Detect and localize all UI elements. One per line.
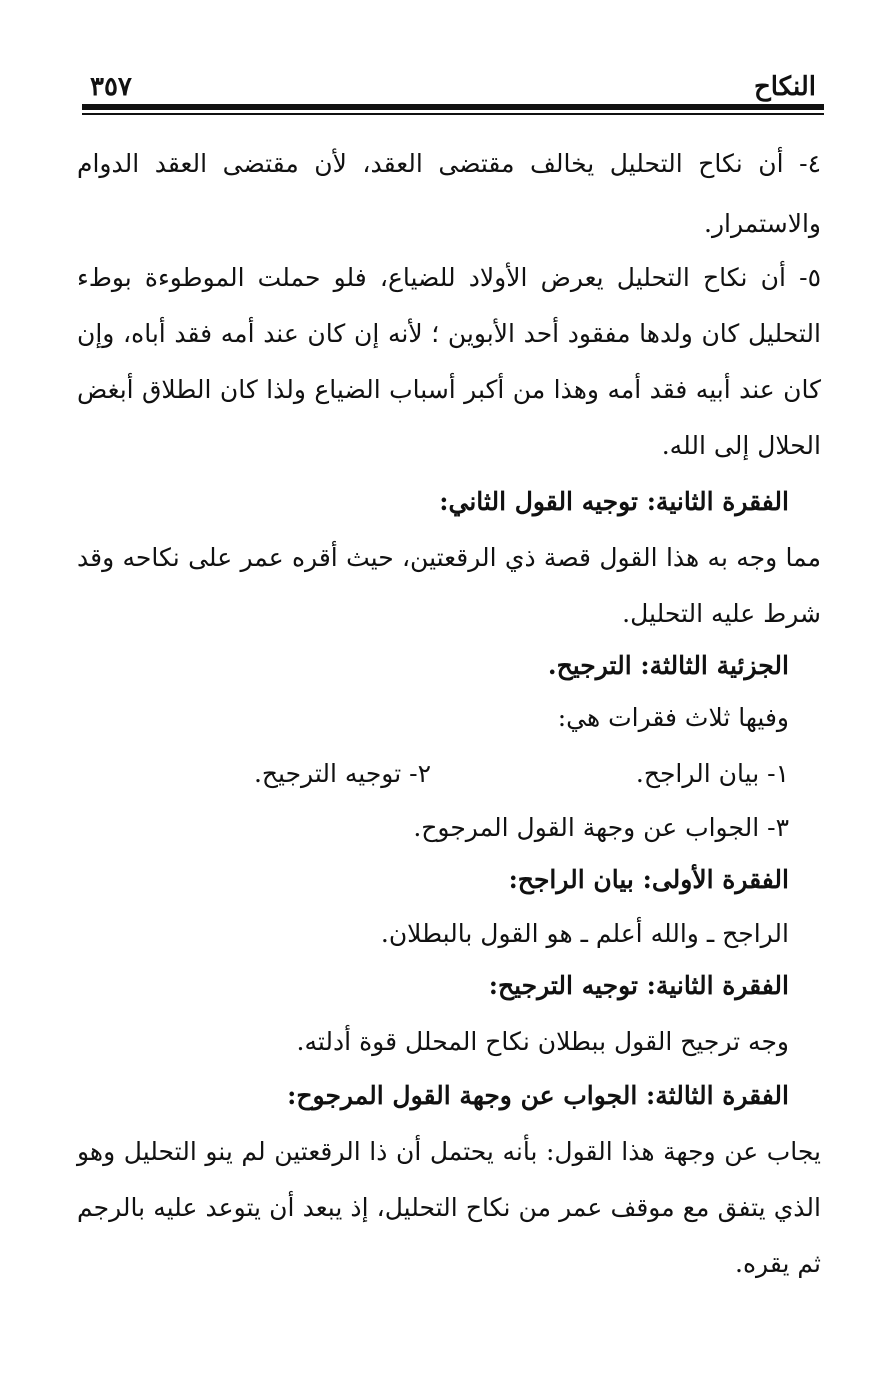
text-line: وجه ترجيح القول ببطلان نكاح المحلل قوة أدلته. <box>296 1027 789 1056</box>
list-item: ٣- الجواب عن وجهة القول المرجوح. <box>413 813 789 842</box>
section-heading: الجزئية الثالثة: الترجيح. <box>547 651 789 680</box>
text-line: شرط عليه التحليل. <box>622 599 821 628</box>
text-line: الراجح ـ والله أعلم ـ هو القول بالبطلان. <box>380 919 789 948</box>
list-item: ١- بيان الراجح. <box>635 759 789 788</box>
text-line: وفيها ثلاث فقرات هي: <box>557 703 789 732</box>
section-heading: الفقرة الثانية: توجيه الترجيح: <box>488 971 789 1000</box>
text-line: كان عند أبيه فقد أمه وهذا من أكبر أسباب الضياع ولذا كان الطلاق أبغض <box>77 375 821 404</box>
text-line: ٤- أن نكاح التحليل يخالف مقتضى العقد، لأن مقتضى العقد الدوام <box>77 149 821 178</box>
running-header <box>82 64 822 104</box>
section-heading: الفقرة الثالثة: الجواب عن وجهة القول المرجوح: <box>287 1081 789 1110</box>
chapter-title: النكاح <box>753 72 816 102</box>
text-line: الحلال إلى الله. <box>661 431 821 460</box>
text-line: والاستمرار. <box>704 209 821 238</box>
list-item: ٢- توجيه الترجيح. <box>253 759 431 788</box>
text-line: الذي يتفق مع موقف عمر من نكاح التحليل، إذ يبعد أن يتوعد عليه بالرجم <box>77 1193 821 1222</box>
section-heading: الفقرة الثانية: توجيه القول الثاني: <box>439 487 789 516</box>
text-line: ثم يقره. <box>735 1249 821 1278</box>
text-line: مما وجه به هذا القول قصة ذي الرقعتين، حيث أقره عمر على نكاحه وقد <box>77 543 821 572</box>
header-rule-thin <box>82 113 824 115</box>
page-number: ٣٥٧ <box>90 72 132 102</box>
header-rule-thick <box>82 104 824 110</box>
section-heading: الفقرة الأولى: بيان الراجح: <box>508 865 789 894</box>
text-line: ٥- أن نكاح التحليل يعرض الأولاد للضياع، فلو حملت الموطوءة بوطء <box>77 263 821 292</box>
text-line: التحليل كان ولدها مفقود أحد الأبوين ؛ لأنه إن كان عند أمه فقد أباه، وإن <box>77 319 821 348</box>
text-line: يجاب عن وجهة هذا القول: بأنه يحتمل أن ذا الرقعتين لم ينو التحليل وهو <box>77 1137 821 1166</box>
